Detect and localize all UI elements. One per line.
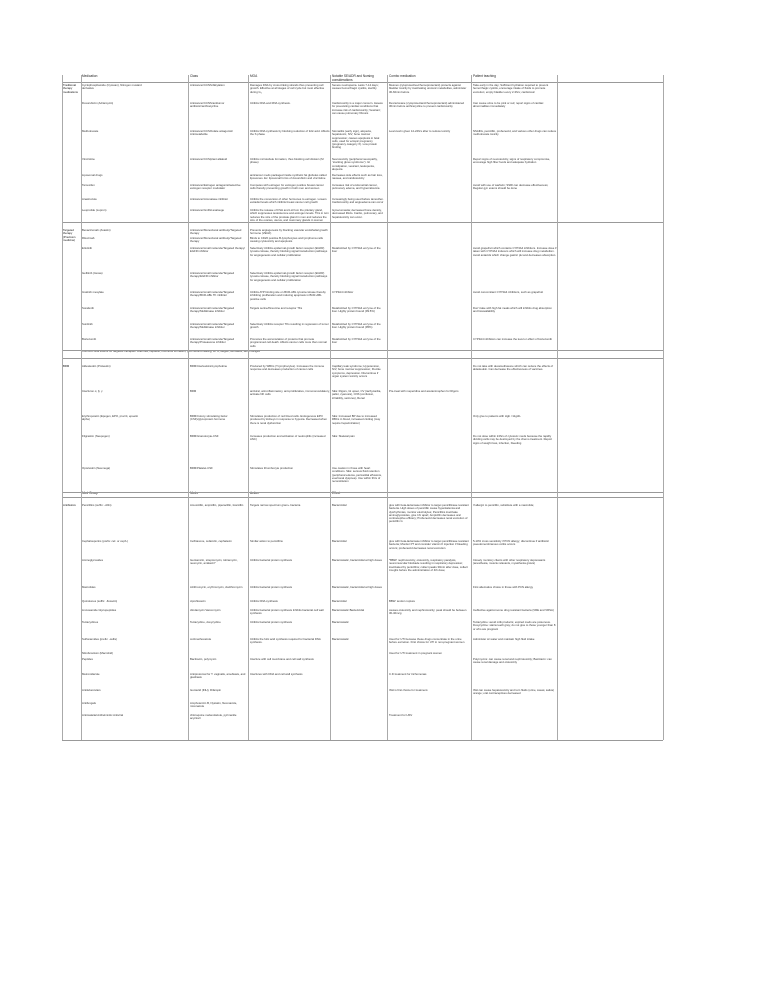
medication-cell: Anastrozole	[82, 198, 97, 201]
moa-cell: Competes with estrogen for estrogen positive breast cancer cells thereby preventing growth in both men and women	[250, 184, 324, 191]
combo-cell: Treatment for HSV	[389, 714, 413, 717]
class-cell: ciprofloxacin	[190, 600, 206, 603]
moa-cell: Selectively inhibits receptor TKs resulting in regression of tumor growth	[250, 323, 329, 330]
group-label: Traditional therapy medications	[63, 84, 78, 94]
medication-cell: Sulfonamides (prefix: -sulfa)	[82, 638, 117, 641]
side-effects-cell: Bacteriostatic	[332, 621, 349, 624]
moa-cell: Interfere with cell membrane and cell wall synthesis	[250, 658, 314, 661]
col-header-meds: Meds	[190, 491, 198, 495]
medication-cell: Imatinib mesylate	[82, 291, 104, 294]
moa-cell: Binds to CD20 positive B-lymphocytes and lymphoma cells causing cytotoxicity and apoptosis	[250, 237, 323, 244]
class-cell: Amphotericin B, Nystatin, fluconazole, miconazole	[190, 702, 238, 709]
side-effects-cell: Bactericidal	[332, 504, 347, 507]
column-divider	[62, 75, 63, 740]
moa-cell: Interferes with DNA and cell wall synthesis	[250, 673, 303, 676]
combo-cell: causes ototoxicity and nephrotoxicity; peak should be between 30-40mcg	[389, 609, 467, 616]
class-cell: Anticancer/Aromatase inhibitor	[190, 198, 229, 201]
moa-cell: Produced by WBCs (T-lymphocytes). Increases the immune response and decreases production of cancer cells	[250, 365, 325, 372]
combo-cell: C.D treatment for trichomonas	[389, 673, 427, 676]
class-cell: Antiprotozoal for T. vaginalis, amebiasis, and giardiasis	[190, 673, 246, 680]
combo-cell: Used for UTI because these drugs concentrate in the urine before excretion. First choice for UTI in non-pregnant women	[389, 638, 465, 645]
combo-cell: Leucovorin given 12-24hrs after to reduce toxicity	[389, 130, 451, 133]
moa-cell: Inhibits the conversion of other hormones to estrogen. Lowers estradiol levels which inhibits breast cancer cell growth	[250, 198, 327, 205]
side-effects-cell: Metabolized by CYP3A4 enzyme of the liver. Highly protein bound (99.5%)	[332, 307, 381, 314]
moa-cell: Inhibits bacterial protein synthesis	[250, 586, 292, 589]
column-divider	[81, 75, 82, 740]
column-divider	[471, 75, 472, 740]
class-cell: Anticancer/small molecule/Targeted therapy/ EGFR inhibitor	[190, 247, 246, 254]
col-header-med-group: Med Group	[82, 491, 98, 495]
medication-cell: Tamoxifen	[82, 184, 95, 187]
class-cell: Anticancer/GnRH analouge	[190, 209, 225, 212]
teaching-cell: Do not take with dexamethasone which can reduce the effects of aldesleukin. Can decrease the effectiveness of vaccines.	[473, 365, 554, 372]
teaching-cell: Closely monitory clients with other respiratory depressants (anesthesia, muscle relaxants, myasthenia gravis)	[473, 559, 546, 566]
moa-cell: Inhibits bacterial protein synthesis Inhibits bacterial cell wall synthesis	[250, 609, 324, 616]
medication-cell: Antimalarial Anthelmintic Antiviral	[82, 714, 124, 717]
side-effects-cell: Use caution in those with heart conditions. SEs: serious fluid retention (peripheral edema, pericardial effusions, exertional dyspnea). Use within 3hrs of reconstitution	[332, 467, 382, 484]
medication-cell: Antifungals	[82, 702, 96, 705]
group-label: Targeted therapy (Precision medicine)	[63, 229, 76, 242]
medication-cell: Bortezomib	[82, 338, 97, 341]
column-divider	[557, 75, 558, 740]
side-effects-cell: CYP3A4 inhibitor	[332, 291, 354, 294]
combo-cell: give with beta-lactamase inhibitor to target penicillinase resistant bacteria; Monitor PT and consider vitamin K injection if bleeding occurs; probenecid decreases renal excretion	[389, 540, 469, 550]
class-cell: Bacitracin, polymyxin	[190, 658, 217, 661]
teaching-cell: Avoid concomitant CYP3A4 inhibitors, such as grapefruit	[473, 291, 544, 294]
class-cell: Anticancer/Estrogen antagonist/selective estrogen receptor modulator	[190, 184, 241, 191]
side-effects-cell: Bactericidal	[332, 540, 347, 543]
side-effects-cell: SEs: Rigors, GI upset, CV (tachycardia, pallor, cyanosis), CNS (confusion, irritability, seizures), Renal	[332, 390, 382, 400]
teaching-cell: INH can cause hepatotoxicity and turn fluids (urine, sweat, saliva) orange; oral contraceptives decreased	[473, 689, 554, 696]
moa-cell: Stimulates production of red blood cells. Endogenous EPO produced by kidneys in response to hypoxia. Decreased when there is renal dysfunction	[250, 415, 327, 425]
row-divider	[62, 358, 663, 359]
class-cell: Azithromycin, erythromycin, clarithromycin	[190, 586, 243, 589]
side-effects-cell: SEs: Increased BP due to increased RBCs in blood, increased clotting (may require heparinization)	[332, 415, 381, 425]
moa-cell: Increases production and activation of neutrophils (increased ANC)	[250, 435, 326, 442]
column-divider	[330, 75, 331, 740]
side-effects-cell: Bactericidal	[332, 600, 347, 603]
teaching-cell: First alternative choice in those with PCN allergy	[473, 586, 534, 589]
row-divider	[62, 350, 663, 351]
col-header-moa: MOA	[250, 74, 258, 78]
col-header-teaching: Patient teaching	[473, 74, 496, 78]
col-header-action: Action	[250, 491, 259, 495]
moa-cell: Promotes the accumulation of proteins that promote programmed cell death. Affects cancer cells more than normal cells	[250, 338, 327, 348]
teaching-cell: If allergic to penicillin, substitute with a macrolide;	[473, 504, 535, 507]
teaching-cell: Don’t take with high fat meals which will inhibits drug absorption and bioavailability	[473, 307, 552, 314]
medication-cell: Cephalosporins (prefix: cef- or ceph-)	[82, 540, 129, 543]
side-effects-cell: Increasingly being used before tamoxifen. Cardiotoxicity and angioedema can occur	[332, 198, 384, 205]
teaching-cell: Can cause urine to be pink or red; report signs of cardiac abnormalities immediately	[473, 102, 544, 109]
side-effects-cell: Bacteriostatic	[332, 638, 349, 641]
class-cell: BRM	[190, 390, 197, 393]
side-effects-cell: Capillary leak syndrome; Hypotension, N/V, bone marrow suppression; Flu-like symptoms, depression. Discontinue if organ system toxicity occurs	[332, 365, 381, 378]
class-cell: Anticancer/small molecule/Targeted therapy/EGFR inhibitor	[190, 272, 235, 279]
moa-cell: antiviral, anti-inflammatory, anti-proliferative, immunomodulatory, activate NK cells	[250, 390, 330, 397]
column-divider	[188, 75, 189, 740]
class-cell: Anticancer/Monoclonal antibody/Targeted therapy	[190, 237, 242, 244]
moa-cell: Stimulates thrombocyte production	[250, 467, 294, 470]
side-effects-cell: Severe neutropenia. Lasts 7-14 days; causes hemorrhagic cystitis, sterility	[332, 84, 379, 91]
teaching-cell: Take early in the day; Sufficient hydration required to prevent hemorrhagic cystitis, encourage intake of fluids to promote excretion; empty bladder every 2-3hrs; cardiotoxic	[473, 84, 549, 94]
medication-cell: Penicillins (suffix: -cillin)	[82, 504, 112, 507]
column-divider	[387, 75, 388, 740]
medication-cell: Lincosamide Glycopeptides	[82, 609, 117, 612]
moa-cell: Inhibits DNA and RNA synthesis.	[250, 102, 291, 105]
col-header-side-effects: Notable SE/ADR and Nursing considerations	[332, 74, 374, 82]
moa-cell: Inhibits the release of FSH and LH from the pituitary gland, which suppresses testosterone and estrogen levels. This in turn reduces the size of the prostate gland in men and reduces the size of the ovaries, uterus, and mammary glands in women	[250, 209, 329, 222]
combo-cell: INH is first choice for treatment.	[389, 689, 429, 692]
medication-cell: Tetracyclines	[82, 621, 99, 624]
medication-cell: Antituberculars	[82, 689, 101, 692]
medication-cell: Filgrastim (Neupogen)	[82, 435, 110, 438]
medication-cell: Methotrexate	[82, 130, 99, 133]
teaching-cell: Only give to patients with Hgb <11g/dL	[473, 415, 521, 418]
side-effects-cell: Stomatitis (early sign), alopecia, hepatotoxic, N/V, bone marrow suppression; causes apoptosis in fetal cells, used for ectopic pregnancy (pregnancy category X). Low protein binding	[332, 130, 380, 150]
teaching-cell: Administer w/ water and maintain high fluid intake	[473, 638, 535, 641]
side-effects-cell: Decreases side effects such as hair loss, nausea, and cardiotoxicity	[332, 174, 383, 181]
teaching-cell: 5-10% cross sensitivity if PCN allergy; discontinue if antibiotic pseudomembranous colitis occurs	[473, 540, 550, 547]
class-cell: Ceftriaxone, cefazolin, cephalexin	[190, 540, 232, 543]
targeted-side-effects-note: Common side effects for targeted therapies: Diarrhea, hepatitis, thrombus formation, poor wound healing, HTN, fatigue, stomatitis, skin changes	[82, 349, 260, 353]
class-cell: Tetracycline, doxycycline	[190, 621, 221, 624]
teaching-cell: Ineffective against some drug resistant bacteria (VRE and VRSA)	[473, 609, 554, 612]
class-cell: Gentamicin, streptomycin, tobramycin, neomycin, amikacin*	[190, 559, 238, 566]
medication-cell: Bevacizumab (Avastin)	[82, 229, 111, 232]
medication-cell: Erythropoietin (Epogen, EPO, procrit, epoetin alpha)	[82, 415, 139, 422]
group-label: BRM	[63, 365, 70, 368]
teaching-cell: Polymyxins: can cause renal and nephrotoxicity; Bacitracin: can cause renal damage and ototoxicity	[473, 658, 552, 665]
side-effects-cell: Bacteriostatic, bactericidal at high doses	[332, 586, 382, 589]
class-cell: BRM/Platelet-CSF	[190, 467, 213, 470]
side-effects-cell: Metabolized by CYP3A4 enzyme of the liver. Highly protein bound (95%)	[332, 323, 381, 330]
medication-cell: Rituximab	[82, 237, 95, 240]
moa-cell: Targets serine/threonine and receptor TKs	[250, 307, 303, 310]
moa-cell: Similar action to penicillins	[250, 540, 283, 543]
class-cell: cotrimethoxazole	[190, 638, 212, 641]
side-effects-cell: Increases risk of endometrial cancer, pulmonary edema, and hypercalcemia	[332, 184, 380, 191]
medication-cell: Leuprolide (Lupron)	[82, 209, 107, 212]
class-cell: Isoniazid (INH), Rifampin	[190, 689, 222, 692]
class-cell: Anticancer/Monoclonal antibody/Targeted therapy	[190, 229, 242, 236]
class-cell: Anticancer/CCNS/Alkylation	[190, 84, 225, 87]
combo-cell: Used for UTI treatment in pregnant women	[389, 652, 443, 655]
teaching-cell: NSAIDs, penicillin, probenecid, and various other drugs can reduce methotrexate toxicity	[473, 130, 557, 137]
medication-cell: Sunitinib	[82, 323, 93, 326]
medication-cell: Oprelvekin (Neumega)	[82, 467, 111, 470]
moa-cell: Inhibits the folic acid synthesis required for bacterial DNA synthesis.	[250, 638, 321, 645]
class-cell: Anticancer/small molecule/Targeted therapy/Proteasome inhibitor	[190, 338, 235, 345]
moa-cell: Inhibits DNA synthesis	[250, 600, 278, 603]
combo-cell: *BBW: nephrotoxicity, ototoxicity, respiratory paralysis, neuromuscular blockade resulting in respiratory depression; inactivated by penicillins; collect peaks 30min after dose, collect troughs before the administration of 4th dose;	[389, 559, 468, 572]
medication-cell: Sorafenib	[82, 307, 94, 310]
class-cell: BRM/Granulocyte-CSF	[190, 435, 219, 438]
teaching-cell: Report signs of neurotoxicity, signs of respiratory compromise, encourage high fiber foods and adequate hydration	[473, 158, 551, 165]
moa-cell: Prevents angiogenesis by blocking vascular endothelial growth hormone (VEGF)	[250, 229, 328, 236]
combo-cell: Dexrazoxane (cytoprotectant/chemoprotectant) administered 30min before anthracycline to prevent cardiotoxicity	[389, 102, 465, 109]
class-cell: chloroquine mebendazole, pyrimantle acyclovir	[190, 714, 237, 721]
class-cell: BRM/Interleukins/Lymphokine	[190, 365, 228, 368]
moa-cell: Selectively inhibits epidermal growth factor receptor (EGFR) tyrosine kinase, thereby blocking signal transduction pathways for angiogenesis and cellular proliferation	[250, 247, 328, 257]
moa-cell: Inhibits bacterial protein synthesis	[250, 559, 292, 562]
medication-cell: Peptides	[82, 658, 93, 661]
col-header-combo: Combo medication	[389, 74, 416, 78]
side-effects-cell: Neurotoxicity (peripheral neuropathy, “stocking glove syndrome”). GI constipation, vesicant, leukopenia, alopecia	[332, 158, 378, 171]
teaching-cell: CYP3A4 inhibitors can increase the level or effect of bortezomib	[473, 338, 553, 341]
side-effects-cell: SEs: Skeletal pain	[332, 435, 355, 438]
combo-cell: Pre-treat with meperidine and acetaminophen for Rigors	[389, 390, 459, 393]
medication-cell: Liposomal drugs	[82, 174, 103, 177]
side-effects-cell: Gynecomastia; decreased bone density, decreased libido. Cardio, pulmonary, and hepatotoxicity can occur.	[332, 209, 383, 219]
medication-cell: Erlotinib	[82, 247, 93, 250]
combo-cell: Mesnex (cytoprotective/chemoprotectant) protects against bladder toxicity by inactivating urotoxic metabolites, administer 30-60min before	[389, 84, 467, 94]
medication-cell: Aminoglycosides	[82, 559, 103, 562]
side-effects-cell: Bacteriostatic, bactericidal at high doses	[332, 559, 382, 562]
moa-cell: Inhibits ATP binding site on BCR-ABL tyrosine kinase thereby inhibiting proliferation and inducing apoptosis in BCR-ABL positive cells	[250, 291, 326, 301]
medication-cell: Quinolones (suffix: -floxacin)	[82, 600, 118, 603]
side-effects-cell: Metabolized by CYP3A4 enzyme of the liver	[332, 338, 381, 345]
side-effects-cell: Cardiotoxicity is a major concern. Assess for preexisting cardiac conditions that increase risk of cardiotoxicity; Vesicant; can cause pulmonary fibrosis	[332, 102, 383, 115]
combo-cell: BBW: tendon rupture	[389, 600, 416, 603]
medication-cell: Doxorubicin (Adriamycin)	[82, 102, 114, 105]
class-cell: Anticancer/small molecule/Targeted therapy/Multikinase inhibitor	[190, 323, 235, 330]
col-header-effect: Effect	[332, 491, 341, 495]
side-effects-cell: Metabolized by CYP3A4 enzyme of the liver	[332, 247, 381, 254]
teaching-cell: Do not dose within 24hrs of cytotoxic meds because the rapidly dividing cells may be destroyed by the chemo treatment. Report signs of weight loss, infection, bleeding	[473, 435, 552, 445]
medication-cell: Nitrofurantoin (Macrobid)	[82, 652, 113, 655]
medication-cell: Vincristine	[82, 158, 95, 161]
col-header-class: Class	[190, 74, 198, 78]
row-divider	[62, 222, 663, 223]
class-cell: BRM/Colony stimulating factor (CSF)/glycoprotein hormone	[190, 415, 228, 422]
combo-cell: give with beta-lactamase inhibitor to target penicillinase resistant bacteria. High doses of penicillin cause hyperkalemia and dysrhythmias, monitor electrolytes; Penicillins inactivate aminoglycosides, give 1hr apart; Ampicillin decreases oral contraceptive efficacy; Probenecid decreases renal excretion of penicillin G	[389, 504, 469, 524]
group-label: Antibiotics	[63, 504, 76, 507]
side-effects-cell: Bacteriostatic Bactericidal	[332, 609, 365, 612]
moa-cell: Damages DNA by cross-linking strands thus preventing cell growth. Effective at all stages of cell cycle but most effective during G₁	[250, 84, 325, 94]
class-cell: Anticancer/CCS/Folate antagonist/ Antimetabolite	[190, 130, 233, 137]
moa-cell: Inhibits microtubule formation, thus blocking cell division (M phase)	[250, 158, 324, 165]
medication-cell: Aldesleukin (Proleukin)	[82, 365, 111, 368]
class-cell: clindamycin Vancomycin	[190, 609, 221, 612]
medication-cell: Cyclophosphamide (Cytoxan), Nitrogen mustard derivative	[82, 84, 142, 91]
class-cell: Anticancer/small molecule/Targeted therapy/BCR-ABL TK inhibitor	[190, 291, 235, 298]
row-divider	[62, 82, 663, 83]
row-divider	[62, 492, 663, 493]
row-divider	[62, 497, 663, 498]
medication-cell: Gefitinib (Iressa)	[82, 272, 103, 275]
moa-cell: Inhibits DNA synthesis by blocking reduction of folic acid. Affects the S phase	[250, 130, 330, 137]
teaching-cell: Tetracycline: avoid milk products; expired meds are poisonous. Doxycycline: stains teeth gray; do not give to those younger than 8 or who are pregnant	[473, 621, 556, 631]
moa-cell: Selectively inhibits epidermal growth factor receptor (EGFR) tyrosine kinase, thereby blocking signal transduction pathways for angiogenesis and cellular proliferation	[250, 272, 328, 282]
moa-cell: anticancer meds packaged inside synthetic fat globules called liposomes. Ex: liposomal forms of doxorubicin and vincristine	[250, 174, 327, 181]
column-divider	[248, 75, 249, 740]
column-divider	[663, 75, 664, 740]
col-header-medication: Medication	[82, 74, 98, 78]
moa-cell: Targets narrow spectrum gram+ bacteria	[250, 504, 301, 507]
moa-cell: Inhibits bacterial protein synthesis	[250, 621, 292, 624]
teaching-cell: Avoid grapefruit which contains CYP3A4 inhibitors. Increase dose if taken with CYP3A4 inducers which will increase drug metabolism. Avoid antacids which change gastric pH and decreases absorption.	[473, 247, 557, 257]
class-cell: Anticancer/CCNS/antitumor antibiotic/anthracycline	[190, 102, 225, 109]
medication-cell: Interferon α, β, γ	[82, 390, 103, 393]
teaching-cell: Avoid with use of warfarin; SSRI can decrease effectiveness; Regular gyn exams should be done	[473, 184, 549, 191]
class-cell: Anticancer/CCS/plant alkaloid	[190, 158, 228, 161]
class-cell: Amoxicillin, ampicillin, piperacillin, ticarcillin	[190, 504, 244, 507]
row-divider	[62, 740, 663, 741]
medication-cell: Metronidazole	[82, 673, 100, 676]
medication-cell: Macrolides	[82, 586, 96, 589]
class-cell: Anticancer/small molecule/Targeted therapy/Multikinase inhibitor	[190, 307, 235, 314]
